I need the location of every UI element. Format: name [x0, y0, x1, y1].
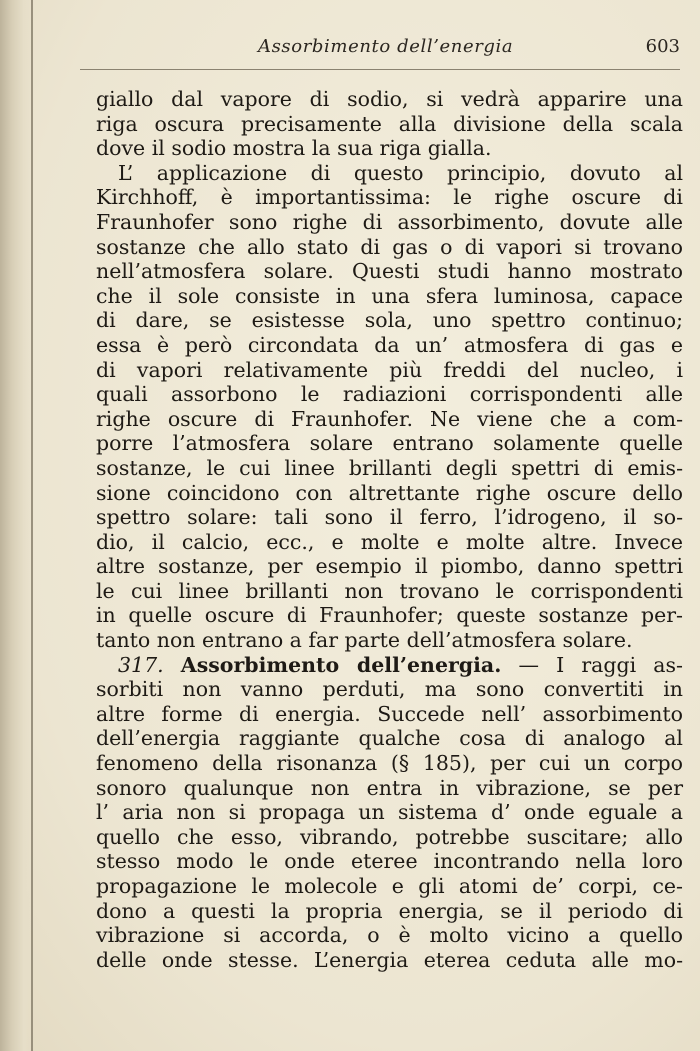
text-line: sione coincidono con altrettante righe oscure dello	[96, 480, 683, 505]
text-line: sostanze, le cui linee brillanti degli spettri di emis-	[96, 455, 683, 480]
text-line: L’ applicazione di questo principio, dovuto al	[118, 160, 683, 185]
text-line: dio, il calcio, ecc., e molte e molte altre. Invece	[96, 529, 683, 554]
book-gutter-line	[31, 0, 33, 1051]
section-title: Assorbimento dell’energia.	[180, 652, 502, 677]
text-line: fenomeno della risonanza (§ 185), per cui un corpo	[96, 751, 683, 776]
body-text	[96, 87, 683, 972]
page-header	[96, 36, 682, 66]
text-line: propagazione le molecole e gli atomi de’ corpi, ce-	[96, 874, 683, 898]
text-line: Fraunhofer sono righe di assorbimento, dovute alle	[96, 209, 683, 234]
text-line: quello che esso, vibrando, potrebbe suscitare; allo	[96, 824, 683, 849]
text-line: porre l’atmosfera solare entrano solamente quelle	[96, 431, 683, 456]
text-line: dono a questi la propria energia, se il periodo di	[96, 898, 683, 923]
text-line: nell’atmosfera solare. Questi studi hanno mostrato	[96, 259, 683, 284]
text-line: di vapori relativamente più freddi del nucleo, i	[96, 357, 683, 382]
section-heading-line	[96, 653, 683, 678]
text-line: le cui linee brillanti non trovano le corrispondenti	[96, 578, 683, 603]
text-line: dove il sodio mostra la sua riga gialla.	[96, 136, 492, 161]
text-line: quali assorbono le radiazioni corrispondenti alle	[96, 382, 683, 407]
text-line: Kirchhoff, è importantissima: le righe oscure di	[96, 185, 683, 210]
text-line: essa è però circondata da un’ atmosfera di gas e	[96, 332, 683, 357]
text-line: in quelle oscure di Fraunhofer; queste sostanze per-	[96, 603, 683, 628]
text-line: spettro solare: tali sono il ferro, l’idrogeno, il so-	[96, 505, 683, 530]
text-line: riga oscura precisamente alla divisione della scala	[96, 111, 683, 136]
text-line: che il sole consiste in una sfera luminosa, capace	[96, 283, 683, 308]
section-number: 317.	[118, 652, 164, 677]
text-line: stesso modo le onde eteree incontrando nella loro	[96, 849, 683, 874]
text-line: altre forme di energia. Succede nell’ assorbimento	[96, 701, 683, 726]
book-spine-shadow	[0, 0, 34, 1051]
text-line: giallo dal vapore di sodio, si vedrà apparire una	[96, 87, 683, 111]
text-line: l’ aria non si propaga un sistema d’ onde eguale a	[96, 800, 683, 825]
text-line: di dare, se esistesse sola, uno spettro continuo;	[96, 308, 683, 333]
text-line: righe oscure di Fraunhofer. Ne viene che a com-	[96, 406, 683, 431]
text-line: sorbiti non vanno perduti, ma sono convertiti in	[96, 677, 683, 702]
text-line: sonoro qualunque non entra in vibrazione, se per	[96, 775, 683, 800]
text-line: tanto non entrano a far parte dell’atmosfera solare.	[96, 628, 633, 653]
text-line: altre sostanze, per esempio il piombo, danno spettri	[96, 554, 683, 579]
text-line: dell’energia raggiante qualche cosa di analogo al	[96, 726, 683, 751]
section-first-line-text: — I raggi as-	[518, 652, 683, 677]
text-line: vibrazione si accorda, o è molto vicino a quello	[96, 923, 683, 948]
header-rule	[80, 69, 680, 70]
text-line: delle onde stesse. L’energia eterea ceduta alle mo-	[96, 947, 683, 972]
text-line: sostanze che allo stato di gas o di vapori si trovano	[96, 234, 683, 259]
page-number: 603	[645, 36, 680, 57]
running-title: Assorbimento dell’energia	[258, 36, 514, 57]
